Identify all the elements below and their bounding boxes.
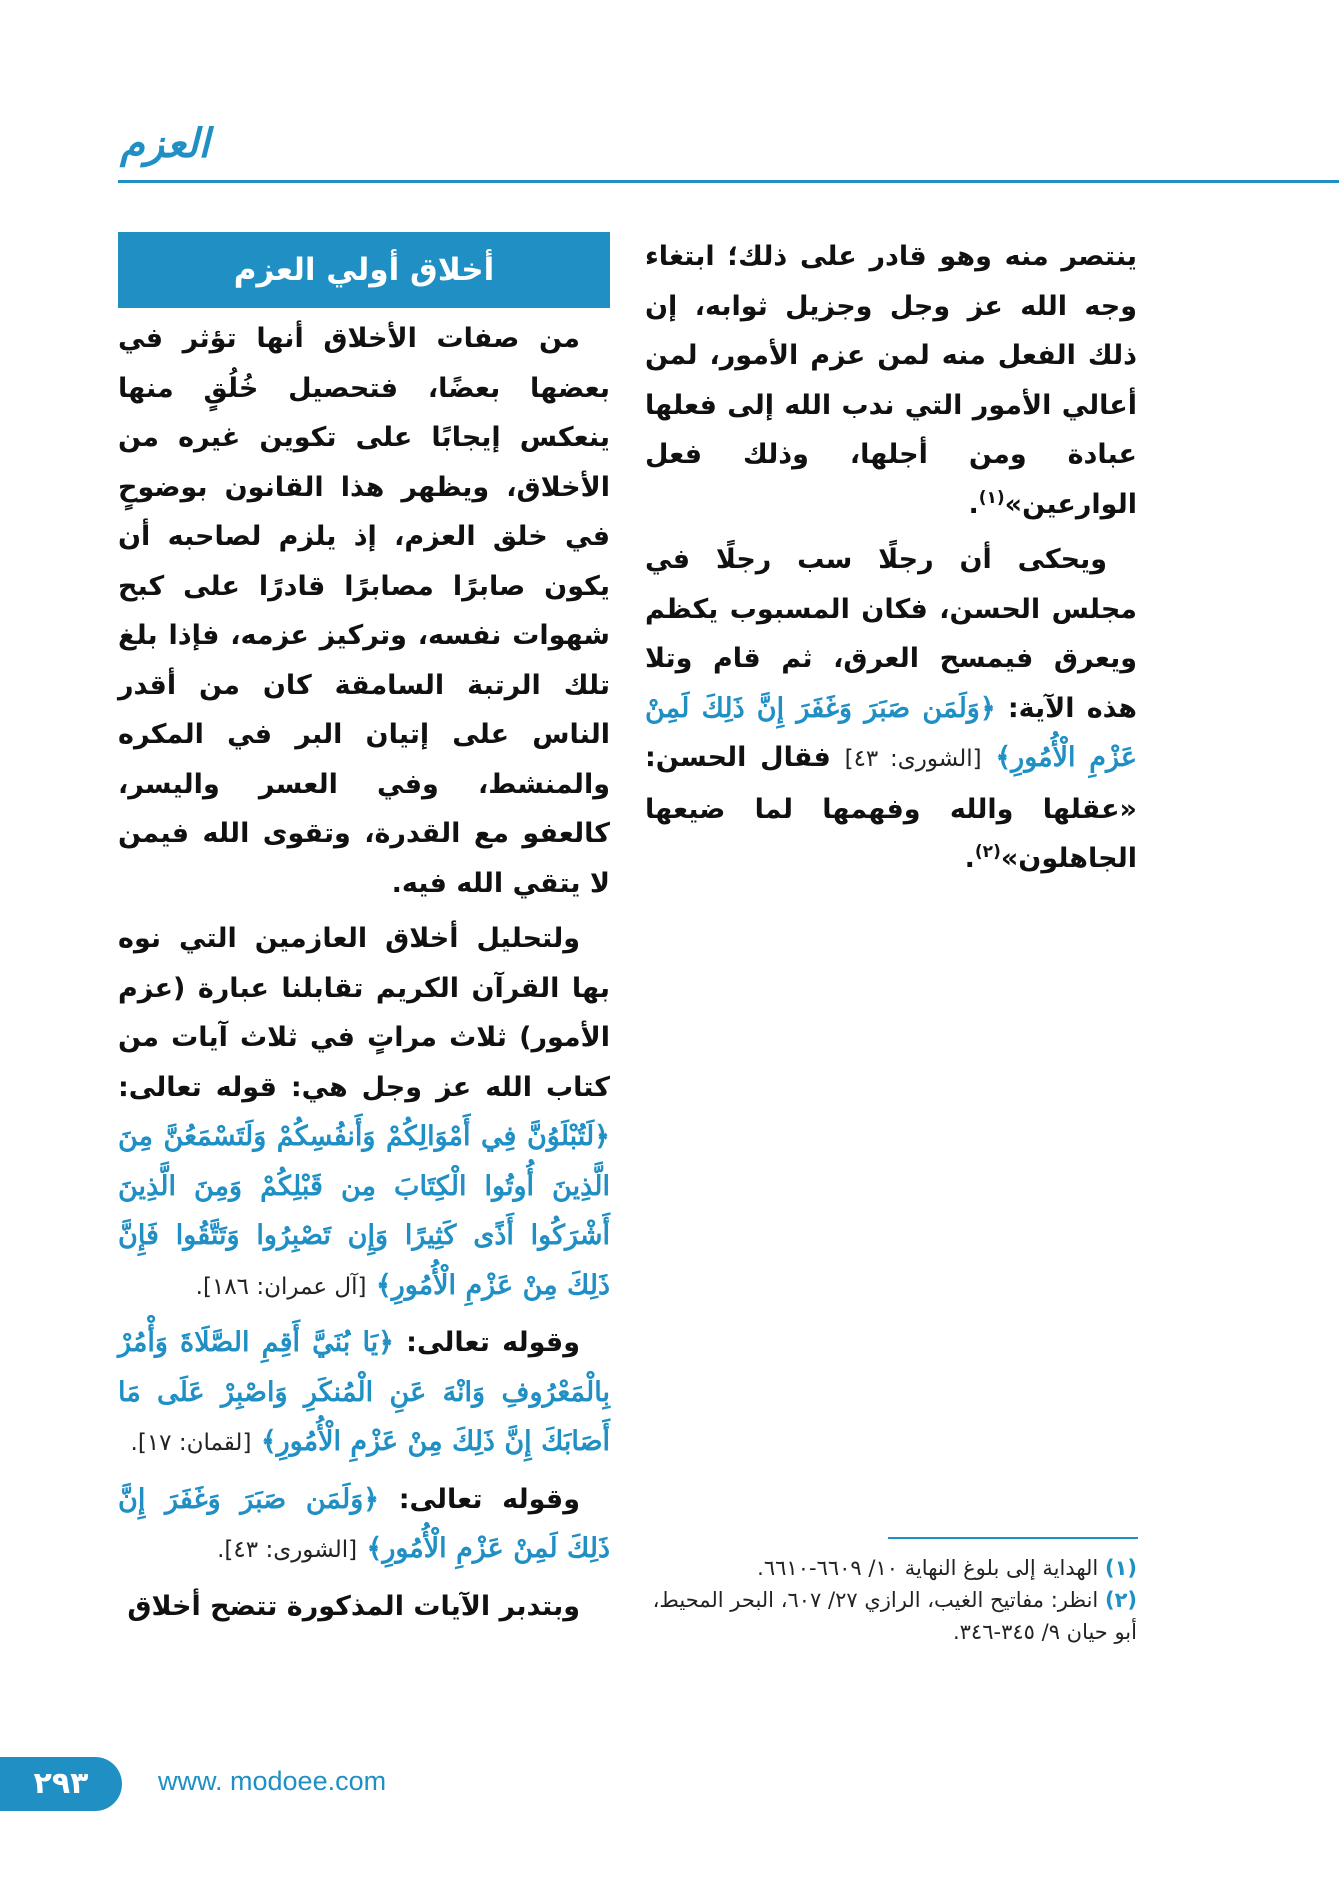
page-number-badge: ٢٩٣ <box>0 1757 122 1811</box>
footnote-number: (٢) <box>1104 1588 1137 1612</box>
left-column <box>645 232 1137 890</box>
paragraph <box>645 232 1137 529</box>
verse-reference: [لقمان: ١٧]. <box>130 1430 252 1456</box>
footnote-divider <box>888 1537 1138 1539</box>
paragraph-text: فقال الحسن: «عقلها والله وفهمها لما ضيعها الجاهلون» <box>645 742 1137 874</box>
paragraph <box>118 1318 610 1469</box>
paragraph <box>118 1475 610 1576</box>
paragraph-text: ويحكى أن رجلًا سب رجلًا في مجلس الحسن، فكان المسبوب يكظم ويعرق فيمسح العرق، ثم قام وتلا هذه الآية: <box>645 544 1137 724</box>
footnote-text: الهداية إلى بلوغ النهاية ١٠/ ٦٦٠٩-٦٦١٠. <box>757 1556 1099 1580</box>
paragraph-text: ينتصر منه وهو قادر على ذلك؛ ابتغاء وجه الله عز وجل وجزيل ثوابه، إن ذلك الفعل منه لمن عزم الأمور، لمن أعالي الأمور التي ندب الله إلى فعلها عبادة ومن أجلها، وذلك فعل الوارعين» <box>645 241 1137 520</box>
footnote-marker: (١) <box>978 487 1005 508</box>
quran-verse: ﴿وَلَمَن صَبَرَ وَغَفَرَ إِنَّ ذَلِكَ لَمِنْ عَزْمِ الْأُمُورِ﴾ <box>118 1483 610 1564</box>
page-title: العزم <box>120 120 210 167</box>
website-link[interactable]: www. modoee.com <box>158 1766 387 1796</box>
footnote-text: انظر: مفاتيح الغيب، الرازي ٢٧/ ٦٠٧، البحر المحيط، أبو حيان ٩/ ٣٤٥-٣٤٦. <box>652 1588 1137 1644</box>
verse-reference: [الشورى: ٤٣]. <box>217 1537 358 1563</box>
paragraph-text: وقوله تعالى: <box>394 1327 580 1358</box>
paragraph <box>118 914 610 1312</box>
verse-reference: [الشورى: ٤٣] <box>844 746 982 772</box>
right-column <box>118 232 610 1637</box>
quran-verse: ﴿لَتُبْلَوُنَّ فِي أَمْوَالِكُمْ وَأَنفُسِكُمْ وَلَتَسْمَعُنَّ مِنَ الَّذِينَ أُوتُوا الْكِتَابَ مِن قَبْلِكُمْ وَمِنَ الَّذِينَ أَشْرَكُوا أَذًى كَثِيرًا وَإِن تَصْبِرُوا وَتَتَّقُوا فَإِنَّ ذَلِكَ مِنْ عَزْمِ الْأُمُورِ﴾ <box>118 1121 610 1301</box>
verse-reference: [آل عمران: ١٨٦]. <box>195 1273 367 1300</box>
paragraph <box>645 535 1137 884</box>
footnotes <box>645 1552 1137 1648</box>
paragraph-end: . <box>968 488 979 520</box>
header-divider <box>118 180 1339 183</box>
paragraph-text: ولتحليل أخلاق العازمين التي نوه بها القرآن الكريم تقابلنا عبارة (عزم الأمور) ثلاث مراتٍ في ثلاث آيات من كتاب الله عز وجل هي: قوله تعالى: <box>118 923 610 1103</box>
paragraph: وبتدبر الآيات المذكورة تتضح أخلاق <box>127 1590 580 1622</box>
footnote-number: (١) <box>1104 1556 1137 1580</box>
footnote-item <box>645 1584 1137 1648</box>
quran-verse: ﴿يَا بُنَيَّ أَقِمِ الصَّلَاةَ وَأْمُرْ بِالْمَعْرُوفِ وَانْهَ عَنِ الْمُنكَرِ وَاصْبِرْ عَلَى مَا أَصَابَكَ إِنَّ ذَلِكَ مِنْ عَزْمِ الْأُمُورِ﴾ <box>118 1327 610 1457</box>
section-heading: أخلاق أولي العزم <box>118 232 610 308</box>
paragraph: من صفات الأخلاق أنها تؤثر في بعضها بعضًا، فتحصيل خُلُقٍ منها ينعكس إيجابًا على تكوين غيره من الأخلاق، ويظهر هذا القانون بوضوحٍ في خلق العزم، إذ يلزم لصاحبه أن يكون صابرًا مصابرًا قادرًا على كبح شهوات نفسه، وتركيز عزمه، فإذا بلغ تلك الرتبة السامقة كان من أقدر الناس على إتيان البر في المكره والمنشط، وفي العسر واليسر، كالعفو مع القدرة، وتقوى الله فيمن لا يتقي الله فيه. <box>118 323 610 899</box>
paragraph-text: وقوله تعالى: <box>379 1483 580 1515</box>
footnote-marker: (٢) <box>974 842 1001 862</box>
footnote-item <box>645 1552 1137 1584</box>
quran-verse: ﴿وَلَمَن صَبَرَ وَغَفَرَ إِنَّ ذَلِكَ لَمِنْ عَزْمِ الْأُمُورِ﴾ <box>645 692 1137 773</box>
paragraph-end: . <box>964 843 975 874</box>
